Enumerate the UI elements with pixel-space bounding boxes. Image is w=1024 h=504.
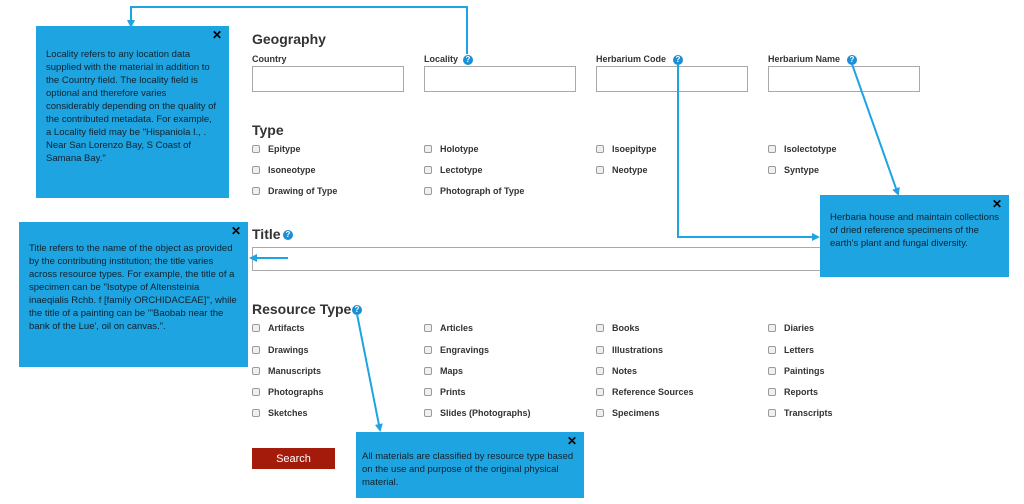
resource-option-illustrations[interactable]: Illustrations [596, 345, 663, 355]
checkbox[interactable] [252, 409, 260, 417]
resource-option-photographs[interactable]: Photographs [252, 387, 324, 397]
search-button[interactable]: Search [252, 448, 335, 469]
locality-tooltip [36, 26, 229, 198]
title-heading: Title [252, 226, 281, 242]
resource-option-reference-sources[interactable]: Reference Sources [596, 387, 694, 397]
resource-option-reports[interactable]: Reports [768, 387, 818, 397]
type-option-isoneotype[interactable]: Isoneotype [252, 165, 316, 175]
type-option-epitype[interactable]: Epitype [252, 144, 301, 154]
resource-option-slides-photographs[interactable]: Slides (Photographs) [424, 408, 531, 418]
checkbox[interactable] [252, 324, 260, 332]
type-option-isolectotype[interactable]: Isolectotype [768, 144, 837, 154]
checkbox[interactable] [252, 388, 260, 396]
type-option-lectotype[interactable]: Lectotype [424, 165, 483, 175]
checkbox[interactable] [768, 145, 776, 153]
close-icon[interactable]: ✕ [211, 28, 222, 42]
checkbox[interactable] [424, 367, 432, 375]
resource-option-artifacts[interactable]: Artifacts [252, 323, 305, 333]
checkbox[interactable] [596, 409, 604, 417]
close-icon[interactable]: ✕ [566, 434, 577, 448]
close-icon[interactable]: ✕ [991, 197, 1002, 211]
resource-option-articles[interactable]: Articles [424, 323, 473, 333]
resource-option-maps[interactable]: Maps [424, 366, 463, 376]
checkbox[interactable] [768, 367, 776, 375]
locality-input[interactable] [424, 66, 576, 92]
resource-type-help-icon[interactable]: ? [352, 305, 362, 315]
type-option-photograph-of-type[interactable]: Photograph of Type [424, 186, 524, 196]
checkbox[interactable] [424, 324, 432, 332]
checkbox[interactable] [596, 367, 604, 375]
title-tooltip-text: Title refers to the name of the object as provided by the contributing institution; the title varies across resource types. For example, the title of a specimen can be "Isotype of Altensteinia inaeqialis Rchb. f [family ORCHIDACEAE]", while the title of a painting can be "'Baobab near the bank of the Lue', oil on canvas.". [29, 243, 237, 332]
checkbox[interactable] [768, 166, 776, 174]
resource-option-drawings[interactable]: Drawings [252, 345, 309, 355]
resource-option-transcripts[interactable]: Transcripts [768, 408, 833, 418]
checkbox[interactable] [768, 324, 776, 332]
herbarium-name-input[interactable] [768, 66, 920, 92]
checkbox[interactable] [596, 166, 604, 174]
resource-option-specimens[interactable]: Specimens [596, 408, 660, 418]
herbarium-code-help-icon[interactable]: ? [673, 55, 683, 65]
type-option-syntype[interactable]: Syntype [768, 165, 819, 175]
checkbox[interactable] [424, 145, 432, 153]
resource-option-paintings[interactable]: Paintings [768, 366, 825, 376]
resource-type-tooltip-text: All materials are classified by resource type based on the use and purpose of the original physical material. [362, 451, 574, 488]
herbarium-code-input[interactable] [596, 66, 748, 92]
resource-option-notes[interactable]: Notes [596, 366, 637, 376]
locality-label: Locality [424, 54, 459, 64]
herbaria-tooltip-text: Herbaria house and maintain collections of dried reference specimens of the earth's plant and fungal diversity. [830, 212, 999, 249]
checkbox[interactable] [596, 388, 604, 396]
resource-option-engravings[interactable]: Engravings [424, 345, 489, 355]
checkbox[interactable] [768, 388, 776, 396]
checkbox[interactable] [424, 346, 432, 354]
checkbox[interactable] [424, 388, 432, 396]
type-option-holotype[interactable]: Holotype [424, 144, 479, 154]
resource-option-sketches[interactable]: Sketches [252, 408, 308, 418]
locality-tooltip-text: Locality refers to any location data supplied with the material in addition to the Country field. The locality field is optional and therefore varies considerably depending on the quality of the contributed metadata. For example, a Locality field may be "Hispaniola I., . Near San Lorenzo Bay, S Coast of Samana Bay." [46, 49, 217, 164]
type-option-drawing-of-type[interactable]: Drawing of Type [252, 186, 337, 196]
checkbox[interactable] [252, 145, 260, 153]
resource-type-tooltip [356, 432, 584, 498]
resource-option-letters[interactable]: Letters [768, 345, 814, 355]
title-input[interactable] [252, 247, 822, 271]
checkbox[interactable] [252, 166, 260, 174]
locality-help-icon[interactable]: ? [463, 55, 473, 65]
checkbox[interactable] [596, 346, 604, 354]
herbaria-tooltip [820, 195, 1009, 277]
checkbox[interactable] [596, 324, 604, 332]
title-tooltip [19, 222, 248, 367]
resource-type-connector [357, 314, 380, 430]
type-heading: Type [252, 122, 284, 138]
herbarium-code-label: Herbarium Code [596, 54, 667, 64]
country-label: Country [252, 54, 287, 64]
checkbox[interactable] [252, 367, 260, 375]
resource-option-prints[interactable]: Prints [424, 387, 466, 397]
checkbox[interactable] [768, 346, 776, 354]
checkbox[interactable] [424, 409, 432, 417]
resource-option-diaries[interactable]: Diaries [768, 323, 814, 333]
herbarium-name-label: Herbarium Name [768, 54, 841, 64]
resource-option-books[interactable]: Books [596, 323, 640, 333]
type-option-neotype[interactable]: Neotype [596, 165, 648, 175]
checkbox[interactable] [596, 145, 604, 153]
checkbox[interactable] [768, 409, 776, 417]
herbarium-name-help-icon[interactable]: ? [847, 55, 857, 65]
title-help-icon[interactable]: ? [283, 230, 293, 240]
checkbox[interactable] [424, 166, 432, 174]
type-option-isoepitype[interactable]: Isoepitype [596, 144, 657, 154]
checkbox[interactable] [252, 346, 260, 354]
checkbox[interactable] [252, 187, 260, 195]
resource-type-heading: Resource Type [252, 301, 352, 317]
close-icon[interactable]: ✕ [230, 224, 241, 238]
checkbox[interactable] [424, 187, 432, 195]
resource-option-manuscripts[interactable]: Manuscripts [252, 366, 321, 376]
country-input[interactable] [252, 66, 404, 92]
geography-heading: Geography [252, 31, 326, 47]
